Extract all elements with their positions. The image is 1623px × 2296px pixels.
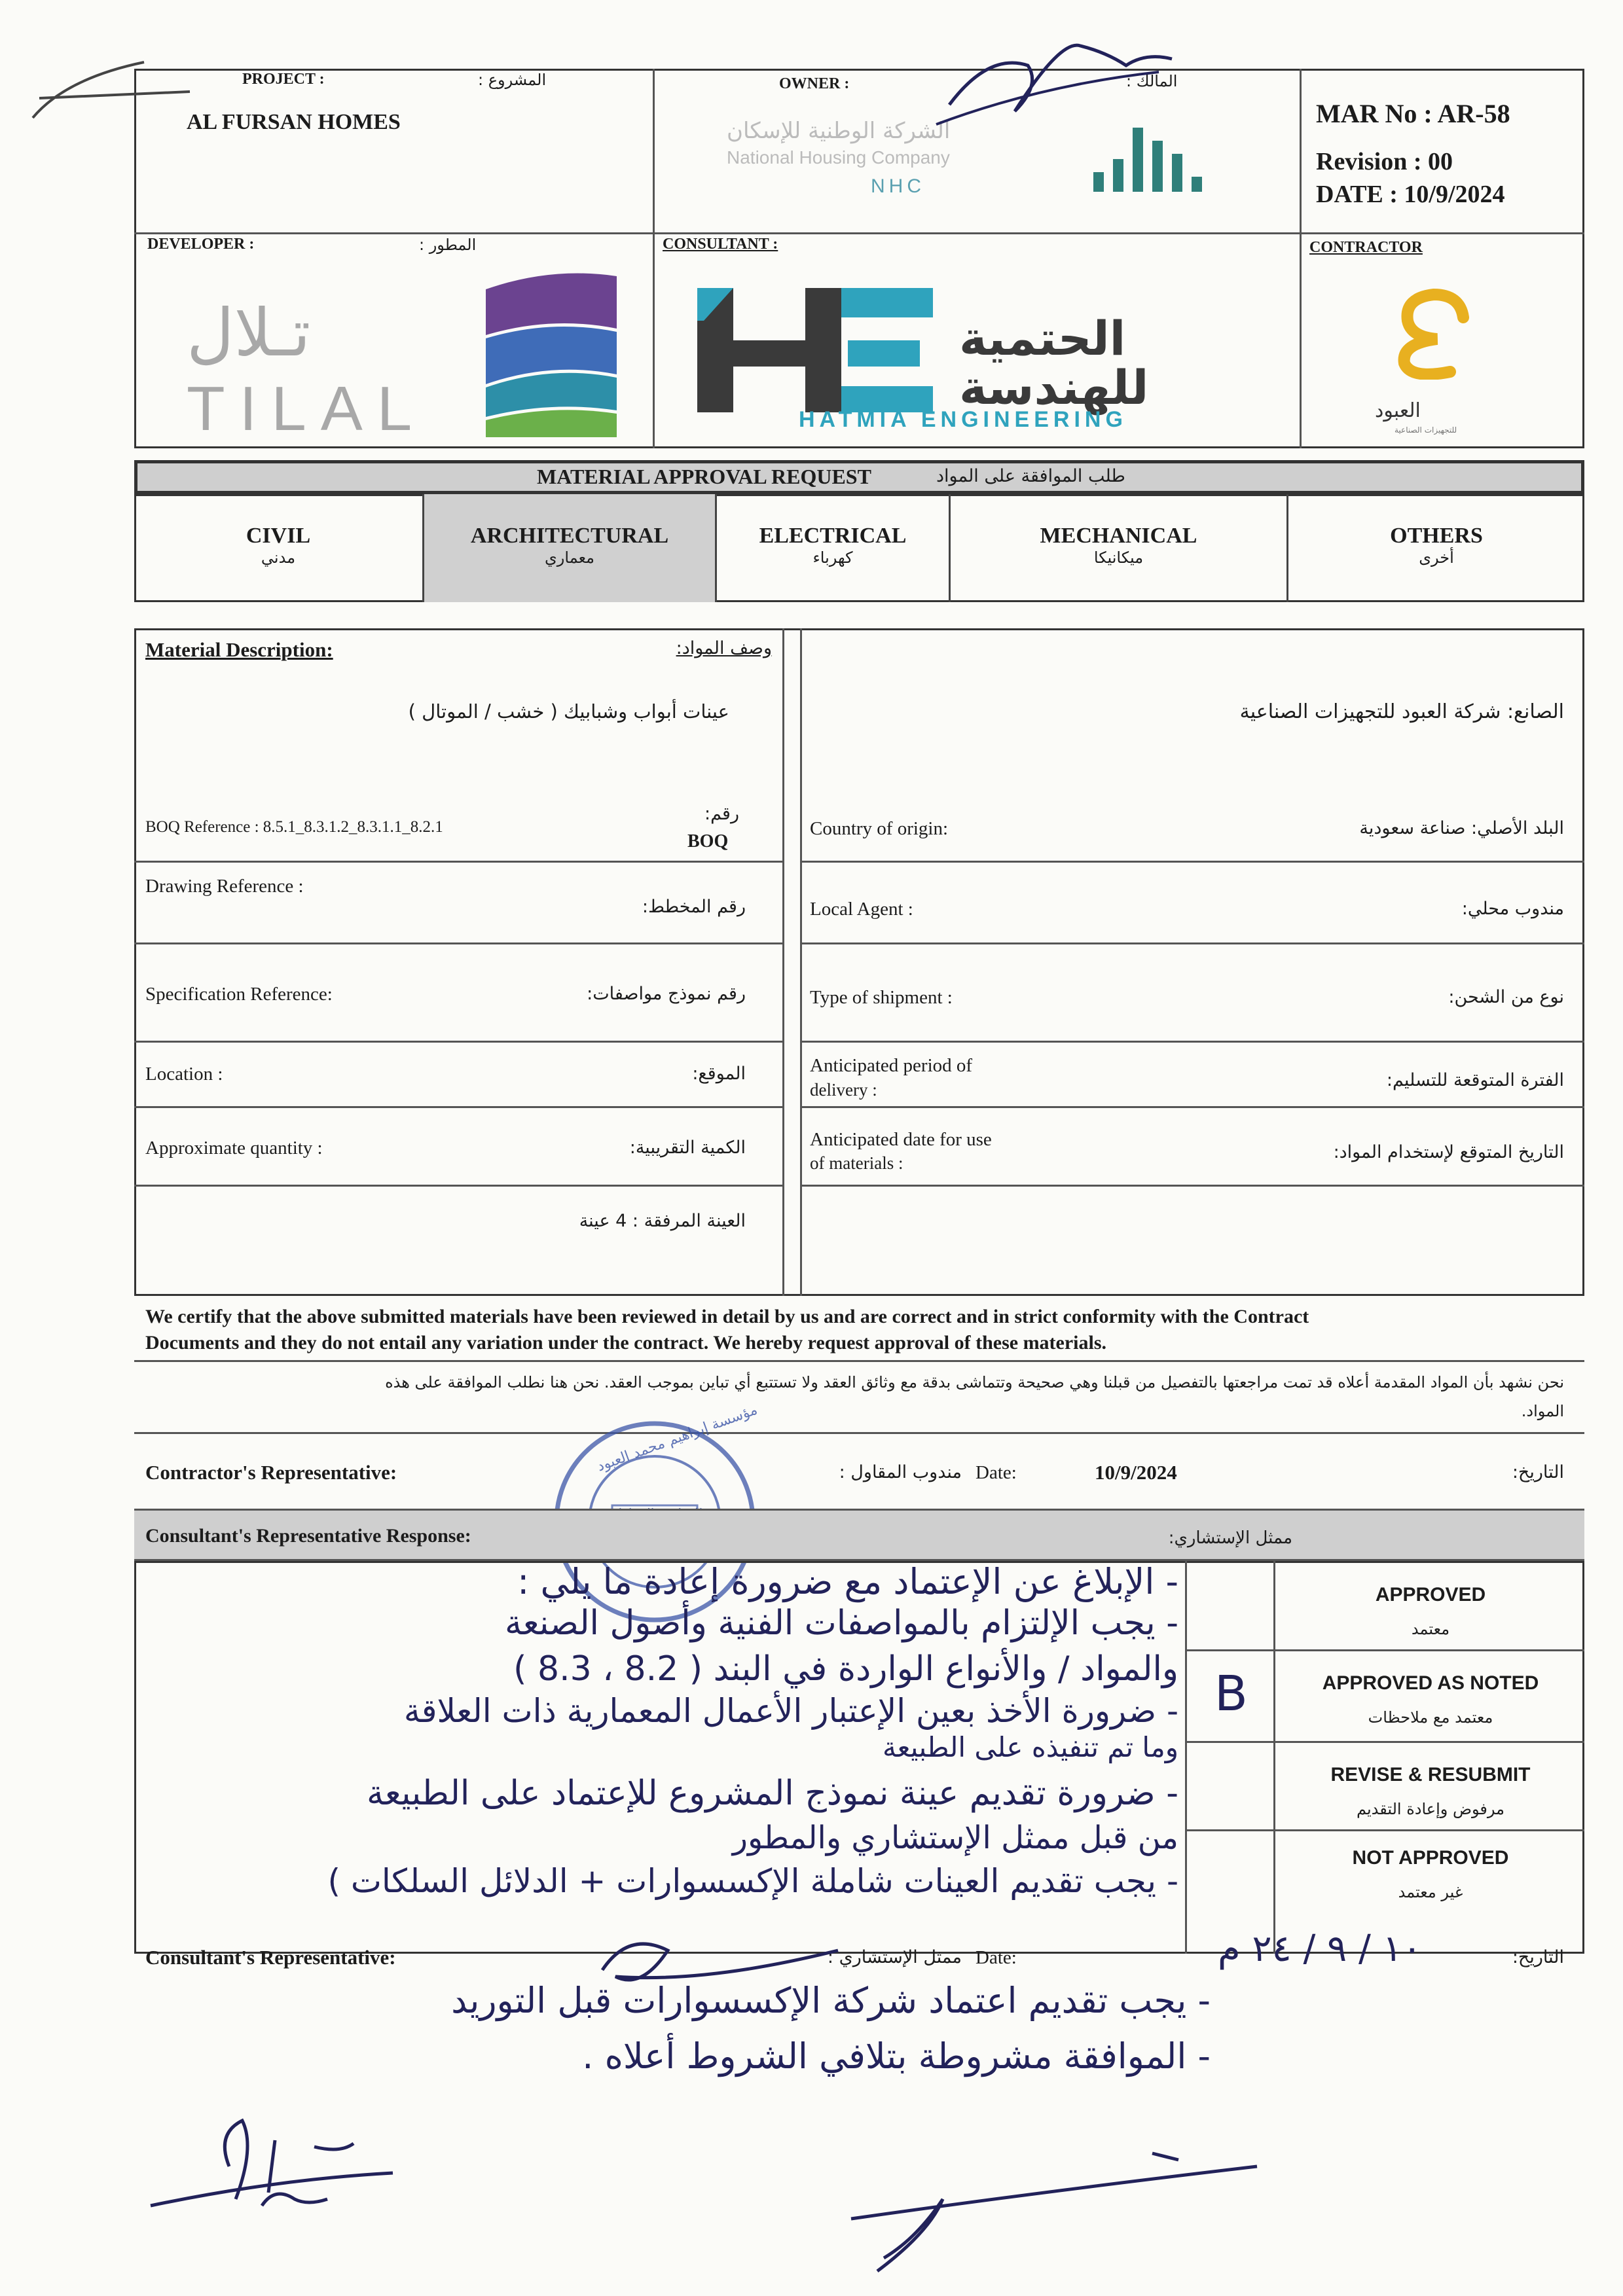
owner-abbr: NHC [871,175,925,197]
contractor-logo-ar: العبود [1375,399,1421,422]
signature-left-mark-icon [26,52,196,124]
spec-reference-ar: رقم نموذج مواصفات: [587,984,746,1004]
title-en: MATERIAL APPROVAL REQUEST [537,465,871,488]
boq-label-ar: رقم: [704,804,739,824]
consultant-label: CONSULTANT : [663,236,778,253]
rule [1185,1741,1584,1743]
attached-sample: العينة المرفقة : 4 عينة [579,1211,746,1231]
delivery-period-1: Anticipated period of [810,1055,973,1076]
cert-ar-2: المواد. [1521,1402,1564,1420]
tilal-logo-icon [486,270,617,437]
header-divider-1 [653,69,655,448]
category-label-ar: ميكانيكا [1093,548,1144,567]
cert-en-2: Documents and they do not entail any variation under the contract. We hereby request approval of these materials. [145,1332,1107,1354]
handwritten-comment-line: - الإبلاغ عن الإعتماد مع ضرورة إعادة ما يلي : [517,1561,1178,1602]
consultant-rep-label-ar: ممثل الإستشاري : [827,1947,962,1967]
rule [1185,1649,1584,1651]
country-of-origin-ar: البلد الأصلي: صناعة سعودية [1359,818,1564,838]
consultant-logo-ar-2: للهندسة [959,360,1149,415]
revision: Revision : 00 [1316,148,1453,175]
approval-option-ar: معتمد [1411,1620,1450,1638]
shipment-type-ar: نوع من الشحن: [1448,987,1564,1007]
approval-option[interactable]: APPROVED AS NOTED [1322,1672,1539,1694]
developer-label: DEVELOPER : [147,236,255,253]
material-desc-label: Material Description: [145,638,333,661]
country-of-origin: Country of origin: [810,818,949,839]
boq-label-en: BOQ [687,831,729,852]
use-date-ar: التاريخ المتوقع لإستخدام المواد: [1333,1142,1564,1162]
category-label: ARCHITECTURAL [470,524,669,548]
category-architectural[interactable] [424,494,717,602]
rule [800,861,1584,863]
owner-name-en: National Housing Company [727,147,950,168]
project-label: PROJECT : [242,71,325,88]
signature-consultant-icon [589,1911,864,2003]
drawing-reference-ar: رقم المخطط: [642,897,746,917]
rule [800,1106,1584,1108]
developer-label-ar: المطور : [419,236,477,254]
footer-note-1: - يجب تقديم اعتماد شركة الإكسسوارات قبل التوريد [451,1980,1211,2021]
consultant-logo-en: HATMIA ENGINEERING [799,407,1127,432]
handwritten-comment-line: - يجب الإلتزام بالمواصفات الفنية وأصول الصنعة [504,1604,1178,1643]
approval-option[interactable]: NOT APPROVED [1352,1847,1509,1869]
rule [134,942,782,944]
rule [134,1432,1584,1434]
contractor-rep-date-label-ar: التاريخ: [1512,1462,1564,1482]
local-agent: Local Agent : [810,899,913,920]
stamp-text-outer: مؤسسة إبراهيم محمد العبود [594,1401,760,1475]
location: Location : [145,1064,223,1085]
selected-option-mark: B [1214,1666,1248,1722]
category-civil[interactable] [134,494,424,602]
response-label-ar: ممثل الإستشاري: [1168,1528,1292,1548]
title-ar: طلب الموافقة على المواد [936,466,1125,486]
mar-date: DATE : 10/9/2024 [1316,181,1505,208]
contractor-rep-label: Contractor's Representative: [145,1461,397,1484]
handwritten-comment-line: - يجب تقديم العينات شاملة الإكسسوارات + الدلائل السلكات ) [327,1862,1178,1900]
approx-quantity-ar: الكمية التقريبية: [629,1138,746,1158]
contractor-logo-sub: للتجهيزات الصناعية [1395,425,1457,435]
category-mechanical[interactable] [951,494,1288,602]
spec-reference: Specification Reference: [145,984,333,1005]
rule [134,1041,782,1043]
project-name: AL FURSAN HOMES [187,110,401,134]
drawing-reference: Drawing Reference : [145,876,304,897]
rule [800,942,1584,944]
local-agent-ar: مندوب محلي: [1461,899,1564,919]
rule [1185,1829,1584,1831]
contractor-label: CONTRACTOR [1309,239,1423,256]
contractor-rep-date: 10/9/2024 [1095,1461,1177,1484]
rule [1185,1561,1187,1954]
category-label-ar: أخرى [1419,548,1454,567]
category-label-ar: مدني [261,548,296,567]
header-divider-2 [1300,69,1302,448]
handwritten-comment-line: من قبل ممثل الإستشاري والمطور [732,1820,1178,1856]
boq-reference: BOQ Reference : 8.5.1_8.3.1.2_8.3.1.1_8.2.1 [145,818,443,836]
approval-option[interactable]: REVISE & RESUBMIT [1330,1764,1531,1785]
developer-logo-ar: تـلال [187,295,311,371]
delivery-period-ar: الفترة المتوقعة للتسليم: [1386,1070,1564,1090]
owner-label: OWNER : [779,75,850,92]
consultant-logo-ar-1: الحتمية [959,311,1126,366]
signature-bottom-right-icon [838,2140,1270,2284]
rule [800,1041,1584,1043]
consultant-rep-label: Consultant's Representative: [145,1946,396,1969]
header-divider-h [134,232,1584,234]
contractor-rep-label-ar: مندوب المقاول : [839,1462,962,1482]
nhc-logo-icon [1087,121,1224,196]
category-electrical[interactable] [717,494,951,602]
approx-quantity: Approximate quantity : [145,1138,323,1158]
category-others[interactable] [1288,494,1584,602]
handwritten-comment-line: والمواد / والأنواع الواردة في البند ( 8.2 ، 8.3 ) [513,1649,1178,1689]
rule [134,1360,1584,1362]
location-ar: الموقع: [692,1064,746,1084]
owner-name-ar: الشركة الوطنية للإسكان [727,118,951,144]
rule [134,1185,782,1187]
response-label: Consultant's Representative Response: [145,1525,471,1547]
signature-owner-icon [910,26,1185,131]
project-label-ar: المشروع : [478,71,547,89]
rule [134,1106,782,1108]
contractor-rep-date-label: Date: [976,1462,1017,1483]
alaboud-logo-icon [1388,288,1480,380]
cert-en-1: We certify that the above submitted materials have been reviewed in detail by us and are correct and in strict conformity with the Contract [145,1306,1309,1327]
certification-block [134,1296,1584,1297]
delivery-period-2: delivery : [810,1080,877,1100]
approval-option-ar: غير معتمد [1398,1883,1463,1901]
cert-ar-1: نحن نشهد بأن المواد المقدمة أعلاه قد تمت مراجعتها بالتفصيل من قبلنا وهي صحيحة وتتماشى بدقة مع وثائق العقد ولا تستتبع أي تباين بموجب العقد. نحن هنا نطلب الموافقة على هذه [385,1373,1564,1391]
owner-label-ar: المالك : [1126,72,1178,90]
details-divider-1 [782,628,784,1296]
details-block [134,628,1584,1296]
category-label: OTHERS [1390,524,1483,548]
developer-logo-en: TILAL [187,374,427,444]
manufacturer: الصانع: شركة العبود للتجهيزات الصناعية [1239,700,1564,723]
category-label-ar: معماري [545,548,594,567]
use-date-1: Anticipated date for use [810,1129,992,1150]
shipment-type: Type of shipment : [810,987,953,1008]
handwritten-comment-line: وما تم تنفيذه على الطبيعة [883,1731,1178,1763]
material-desc-value: عينات أبواب وشبابيك ( خشب / الموتال ) [408,700,729,723]
approval-option-ar: معتمد مع ملاحظات [1368,1708,1493,1727]
mar-number: MAR No : AR-58 [1316,99,1510,128]
consultant-rep-date: ١٠ / ٩ / ٢٤ م [1218,1928,1422,1970]
footer-note-2: - الموافقة مشروطة بتلافي الشروط أعلاه . [582,2036,1211,2077]
category-label: ELECTRICAL [759,524,907,548]
rule [1273,1561,1275,1954]
category-label: CIVIL [246,524,311,548]
use-date-2: of materials : [810,1153,903,1173]
material-desc-label-ar: وصف المواد: [676,638,772,658]
handwritten-comment-line: - ضرورة الأخذ بعين الإعتبار الأعمال المعمارية ذات العلاقة [403,1692,1178,1730]
rule [800,1185,1584,1187]
category-label-ar: كهرباء [812,548,853,567]
hatmia-logo-icon [697,281,933,422]
consultant-rep-date-label-ar: التاريخ: [1512,1947,1564,1967]
consultant-rep-date-label: Date: [976,1947,1017,1968]
signature-bottom-left-icon [144,2108,563,2219]
category-label: MECHANICAL [1040,524,1197,548]
handwritten-comment-line: - ضرورة تقديم عينة نموذج المشروع للإعتماد على الطبيعة [367,1774,1178,1813]
rule [134,861,782,863]
details-divider-2 [800,628,802,1296]
approval-option-ar: مرفوض وإعادة التقديم [1356,1800,1504,1818]
approval-option[interactable]: APPROVED [1375,1584,1486,1605]
